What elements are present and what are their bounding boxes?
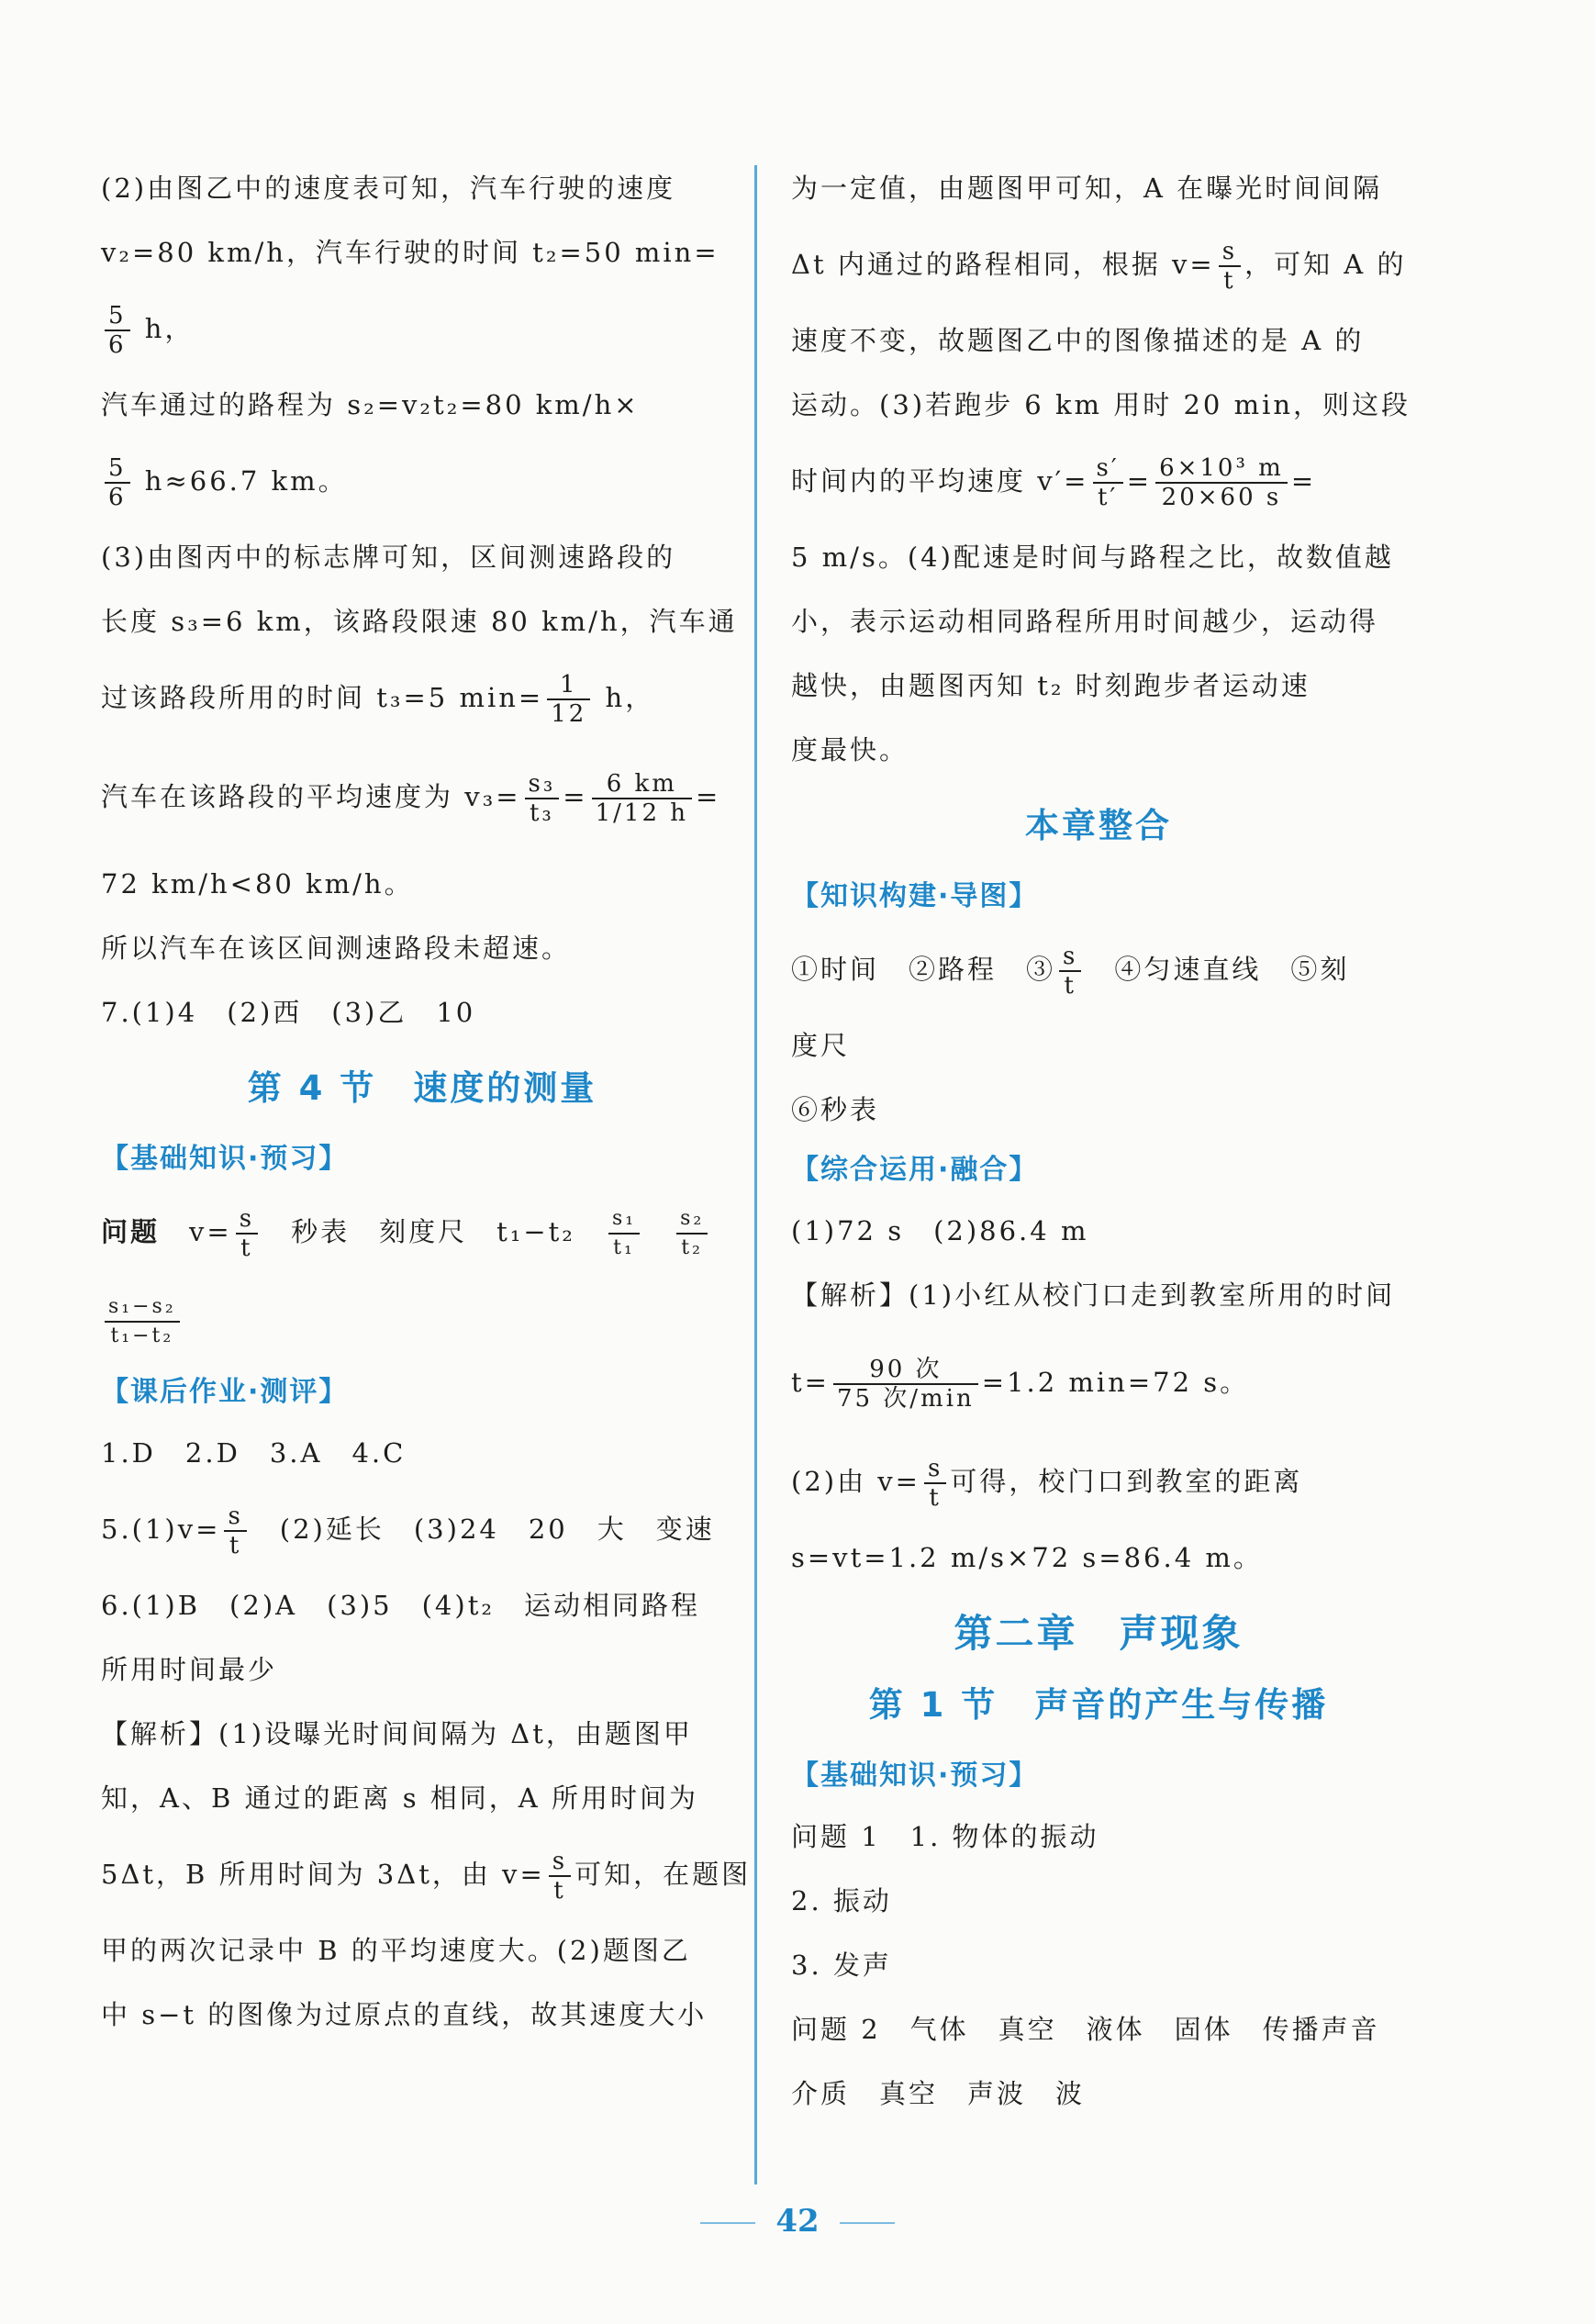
text-line: 时间内的平均速度 v′= $\frac{s'}{t'}$ = $\frac{\text{6×10³ m}}{20\times 60 s}$ = [791,454,1317,511]
text-line: 度最快。 [791,734,909,765]
chapter-title: 第二章 声现象 [954,1611,1244,1656]
text-line: ⑥秒表 [791,1094,880,1125]
text-line: $\frac{5}{6}$ h≈66.7 km。 [101,437,743,525]
fraction: $\frac{s'}{t'}$ [1093,454,1123,511]
section-title: 本章整合 [1025,806,1172,845]
text-line: 知，A、B 通过的距离 s 相同，A 所用时间为 [101,1782,698,1814]
left-column [101,156,752,2047]
question-line [101,1276,743,1364]
fraction: $\frac{\text{90 次}}{\text{75 次/min}}$ [833,1356,978,1413]
text-line: 【解析】(1)设曝光时间间隔为 Δt，由题图甲 [101,1718,693,1749]
text-line: 越快，由题图丙知 t₂ 时刻跑步者运动速 [791,670,1311,701]
text-line: s=vt=1.2 m/s×72 s=86.4 m。 [791,1542,1263,1573]
text-line: 所以汽车在该区间测速路段未超速。 [101,933,572,964]
text-line: 甲的两次记录中 B 的平均速度大。(2)题图乙 [101,1935,691,1966]
text-line: 长度 s₃=6 km，该路段限速 80 km/h，汽车通 [101,606,738,637]
text-line: 度尺 [791,1030,851,1061]
section-tag: 【知识构建·导图】 [791,880,1039,912]
text-line: 过该路段所用的时间 t₃=5 min= $\frac{1}{12}$ h， [101,671,655,728]
section-title: 第 1 节 声音的产生与传播 [868,1685,1329,1725]
text-line: $\frac{5}{6}$ h， [101,285,743,373]
text-line: 5 m/s。(4)配速是时间与路程之比，故数值越 [791,542,1394,573]
fraction: $\frac{s}{t}$ [924,1455,946,1512]
answer-line: 所用时间最少 [101,1654,278,1685]
fraction: $\frac{s}{t}$ [1219,238,1241,295]
text-line: 【解析】(1)小红从校门口走到教室所用的时间 [791,1279,1396,1311]
text-line: 中 s−t 的图像为过原点的直线，故其速度大小 [101,1999,708,2030]
text-line: (2)由 v= $\frac{s}{t}$ 可得，校门口到教室的距离 [791,1455,1303,1512]
question-line: 问题 v= $\frac{s}{t}$ 秒表 刻度尺 t₁−t₂ $\frac{\text{s₁}}{\text{t₁}}$ $\frac{\text{s₂}}{\text{t₂}}$ [101,1188,743,1276]
text-line: 小，表示运动相同路程所用时间越少，运动得 [791,606,1379,637]
text-line: v₂=80 km/h，汽车行驶的时间 t₂=50 min= [101,237,719,268]
fraction: $\frac{\text{s₁}}{\text{t₁}}$ [608,1205,640,1262]
fraction: $\frac{s}{t}$ [549,1848,571,1905]
section-tag: 【基础知识·预习】 [101,1143,349,1175]
section-title: 第 4 节 速度的测量 [247,1068,597,1108]
fraction: $\frac{5}{6}$ [105,302,130,359]
text-line: 72 km/h<80 km/h。 [101,868,414,899]
text-line: ①时间 ②路程 ③ $\frac{s}{t}$ ④匀速直线 ⑤刻 [791,943,1350,1000]
section-tag: 【课后作业·测评】 [101,1376,349,1408]
text-line: 汽车在该路段的平均速度为 v₃= $\frac{\text{s₃}}{\text{t₃}}$ = $\frac{6 km}{1/12 h}$ = [101,770,721,827]
answer-line: 3. 发声 [791,1950,892,1981]
answer-line: 6.(1)B (2)A (3)5 (4)t₂ 运动相同路程 [101,1590,700,1621]
answer-line: 问题 1 1. 物体的振动 [791,1821,1099,1852]
text-line: 运动。(3)若跑步 6 km 用时 20 min，则这段 [791,389,1411,420]
text-line: (2)由图乙中的速度表可知，汽车行驶的速度 [101,173,676,204]
column-divider [754,165,757,2184]
fraction: $\frac{\text{s₁−s₂}}{\text{t₁−t₂}}$ [105,1293,180,1350]
text-line: (3)由图丙中的标志牌可知，区间测速路段的 [101,542,676,573]
answer-line: (1)72 s (2)86.4 m [791,1215,1089,1246]
answer-line: 问题 2 气体 真空 液体 固体 传播声音 [791,2014,1380,2045]
text-line: Δt 内通过的路程相同，根据 v= $\frac{s}{t}$ ，可知 A 的 [791,238,1407,295]
page-number-rule [840,2222,895,2224]
text-line: 速度不变，故题图乙中的图像描述的是 A 的 [791,325,1365,356]
text-line: 5Δt，B 所用时间为 3Δt，由 v= $\frac{s}{t}$ 可知，在题图 [101,1848,752,1905]
fraction: $\frac{5}{6}$ [105,454,130,511]
section-tag: 【基础知识·预习】 [791,1760,1039,1792]
section-tag: 【综合运用·融合】 [791,1154,1039,1186]
answer-line: 2. 振动 [791,1885,892,1916]
fraction: $\frac{s}{t}$ [1059,943,1081,1000]
answer-line: 1.D 2.D 3.A 4.C [101,1437,407,1469]
fraction: $\frac{\text{s₂}}{\text{t₂}}$ [676,1205,708,1262]
answer-line: 5.(1)v= $\frac{s}{t}$ (2)延长 (3)24 20 大 变速 [101,1503,715,1559]
text-line: 汽车通过的路程为 s₂=v₂t₂=80 km/h× [101,389,640,420]
answer-7: 7.(1)4 (2)西 (3)乙 10 [101,997,476,1028]
fraction: $\frac{s}{t}$ [236,1205,258,1262]
fraction: $\frac{\text{s₃}}{\text{t₃}}$ [525,770,560,827]
page-number: 42 [0,2203,1595,2240]
page-number-rule [700,2222,755,2224]
text-line: t= $\frac{\text{90 次}}{\text{75 次/min}}$ =1.2 min=72 s。 [791,1356,1250,1413]
fraction: $\frac{6 km}{1/12 h}$ [592,770,692,827]
fraction: $\frac{1}{12}$ [547,671,590,728]
text-line: 为一定值，由题图甲可知，A 在曝光时间间隔 [791,173,1383,204]
right-column [791,156,1411,2126]
answer-line: 介质 真空 声波 波 [791,2078,1086,2109]
fraction: $\frac{s}{t}$ [224,1503,246,1559]
fraction: $\frac{\text{6×10³ m}}{20\times 60 s}$ [1155,454,1288,511]
